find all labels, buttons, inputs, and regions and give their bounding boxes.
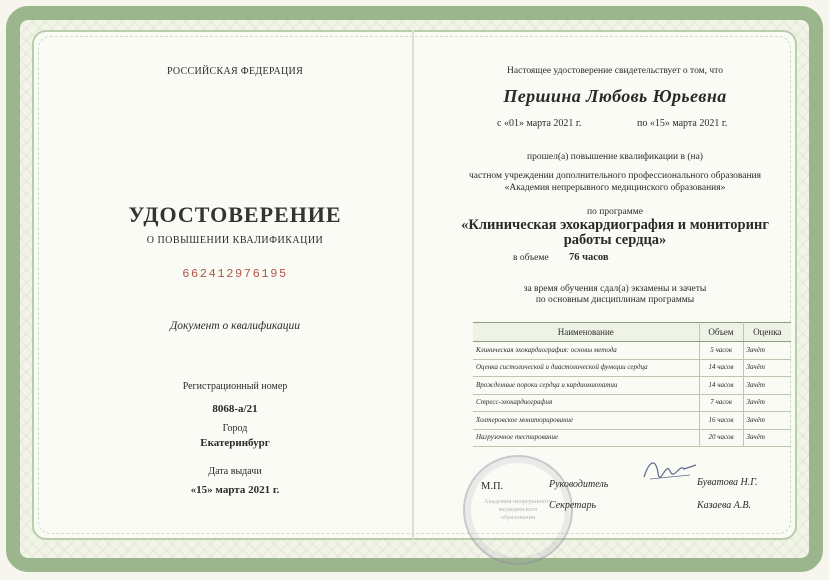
handwritten-signature: [640, 455, 700, 485]
program-title-line-1: «Клиническая эхокардиография и мониторинг: [461, 217, 769, 233]
passed-text: прошел(а) повышение квалификации в (на): [527, 152, 703, 162]
discipline-volume: 16 часов: [699, 412, 743, 430]
lead-text: Настоящее удостоверение свидетельствует о том, что: [507, 66, 723, 76]
document-subtitle: О ПОВЫШЕНИИ КВАЛИФИКАЦИИ: [146, 235, 324, 246]
center-fold: [412, 30, 414, 540]
volume-label: в объеме: [513, 253, 549, 263]
table-row: [473, 342, 791, 360]
document-kind: Документ о квалификации: [169, 320, 301, 332]
period-to: по «15» марта 2021 г.: [637, 118, 728, 129]
issue-date: «15» марта 2021 г.: [190, 484, 280, 496]
serial-number: 662412976195: [182, 267, 288, 281]
discipline-volume: 7 часов: [699, 394, 743, 412]
table-row: [473, 394, 791, 412]
seal-label: М.П.: [481, 481, 504, 492]
program-label: по программе: [587, 207, 643, 217]
stamp-text: Академия непрерывного медицинского образования: [483, 498, 553, 521]
period-from: с «01» марта 2021 г.: [497, 118, 582, 129]
discipline-volume: 14 часов: [699, 359, 743, 377]
discipline-volume: 20 часов: [699, 429, 743, 447]
volume-line: [513, 252, 609, 263]
exam-text-line-2: по основным дисциплинам программы: [535, 295, 695, 305]
table-header-row: [473, 323, 791, 342]
registration-number: 8068-а/21: [212, 403, 258, 415]
header-name: Наименование: [473, 323, 699, 342]
head-name: Буватова Н.Г.: [697, 477, 758, 488]
discipline-volume: 14 часов: [699, 377, 743, 395]
table-row: [473, 412, 791, 430]
discipline-grade: Зачёт: [743, 377, 791, 395]
disciplines-table: [473, 322, 791, 447]
discipline-name: Холтеровское мониторирование: [473, 412, 699, 430]
header-grade: Оценка: [743, 323, 791, 342]
organization-line-1: частном учреждении дополнительного профессионального образования: [468, 171, 762, 181]
volume-value: 76 часов: [568, 252, 609, 263]
secretary-role: Секретарь: [549, 500, 597, 511]
discipline-name: Оценка систолической и диастолической функции сердца: [473, 359, 699, 377]
program-title-line-2: работы сердца»: [563, 232, 667, 248]
issue-date-label: Дата выдачи: [208, 466, 262, 477]
organization-line-2: «Академия непрерывного медицинского образования»: [504, 183, 726, 193]
exam-text-line-1: за время обучения сдал(а) экзамены и зачеты: [523, 284, 707, 294]
discipline-grade: Зачёт: [743, 394, 791, 412]
discipline-name: Клиническая эхокардиография: основы метода: [473, 342, 699, 360]
city-label: Город: [222, 423, 248, 434]
registration-label: Регистрационный номер: [182, 381, 288, 392]
discipline-grade: Зачёт: [743, 412, 791, 430]
discipline-volume: 5 часов: [699, 342, 743, 360]
discipline-name: Врожденные пороки сердца и кардиомиопатии: [473, 377, 699, 395]
table-row: [473, 377, 791, 395]
city-value: Екатеринбург: [200, 437, 270, 449]
discipline-grade: Зачёт: [743, 342, 791, 360]
discipline-grade: Зачёт: [743, 429, 791, 447]
country-label: РОССИЙСКАЯ ФЕДЕРАЦИЯ: [166, 66, 304, 77]
discipline-name: Нагрузочное тестирование: [473, 429, 699, 447]
discipline-name: Стресс-эхокардиография: [473, 394, 699, 412]
header-volume: Объем: [699, 323, 743, 342]
secretary-name: Казаева А.В.: [697, 500, 751, 511]
document-title: УДОСТОВЕРЕНИЕ: [128, 202, 342, 227]
discipline-grade: Зачёт: [743, 359, 791, 377]
table-row: [473, 359, 791, 377]
table-row: [473, 429, 791, 447]
holder-name: Першина Любовь Юрьевна: [503, 86, 727, 106]
head-role: Руководитель: [549, 479, 609, 490]
